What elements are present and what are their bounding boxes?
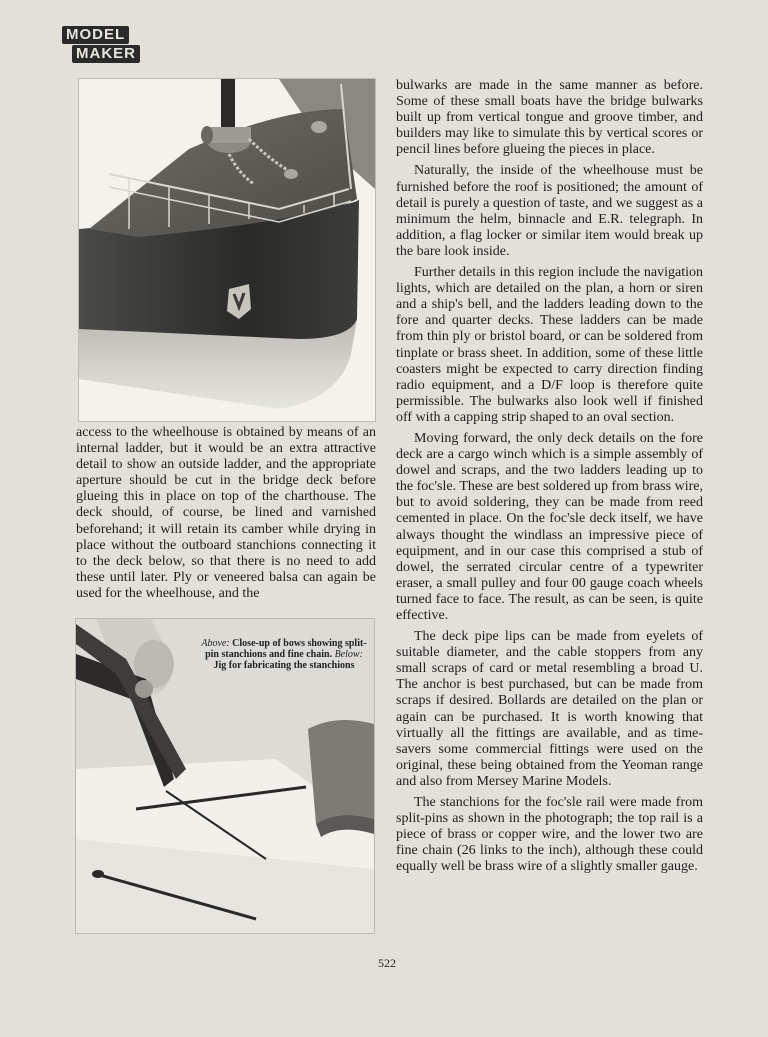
bows-illustration bbox=[79, 79, 375, 421]
left-paragraph-1: access to the wheelhouse is obtained by means of an internal ladder, but it would be an extra attractive detail to show an outside ladder, and the appropriate aperture should be cut in the bridge deck before glueing this in place on top of the charthouse. The deck should, of course, be lined and varnished beforehand; it will retain its camber while drying in place without the outboard stanchions connecting it to the deck below, so that there is no need to add these until later. Ply or veneered balsa can again be used for the wheelhouse, and the bbox=[76, 425, 376, 601]
page-number: 522 bbox=[378, 956, 396, 970]
model-maker-logo bbox=[62, 26, 152, 63]
left-column bbox=[76, 425, 376, 602]
logo-line-maker: MAKER bbox=[72, 45, 140, 63]
right-paragraph-1: bulwarks are made in the same manner as before. Some of these small boats have the bridge bulwarks built up from vertical tongue and groove timber, and builders may like to simulate this by vertical scores or pencil lines before glueing the pieces in place. bbox=[396, 78, 703, 158]
caption-below-text: Jig for fabricating the stanchions bbox=[213, 660, 355, 671]
logo-line-model: MODEL bbox=[62, 26, 129, 44]
caption-above-text: Close-up of bows showing split-pin stanchions and fine chain. bbox=[205, 638, 367, 660]
right-paragraph-4: Moving forward, the only deck details on the fore deck are a cargo winch which is a simple assembly of dowel and scraps, and the two ladders leading up to the foc'sle. These are best soldered up from brass wire, but to avoid soldering, they can be made from reed cemented in place. On the foc'sle deck itself, we have always thought the windlass an impressive piece of equipment, and in our case this comprised a stub of dowel, the serrated circular centre of a typewriter eraser, a small pulley and four 00 gauge coach wheels turned face to face. The result, as can be seen, is quite effective. bbox=[396, 430, 703, 623]
right-paragraph-5: The deck pipe lips can be made from eyelets of suitable diameter, and the cable stoppers from any small scraps of card or metal resembling a broad U. The anchor is best purchased, but can be made from scraps if desired. Bollards are detailed on the plan or again can be purchased. It is worth knowing that virtually all the fittings are available, and as time-savers some commercial fittings were used on the original, these being obtained from the Yeoman range and also from Mersey Marine Models. bbox=[396, 629, 703, 789]
caption-below-label: Below: bbox=[334, 649, 363, 660]
right-paragraph-3: Further details in this region include the navigation lights, which are detailed on the plan, a horn or siren and a ship's bell, and the ladders leading down to the fore and quarter decks. These ladders can be made from thin ply or bristol board, or can be soldered from tinplate or brass sheet. In addition, some of these little coasters might be expected to carry direction finding radio equipment, and a D/F loop is therefore quite permissible. The bulwarks also look well if finished off with a capping strip shaped to an oval section. bbox=[396, 265, 703, 425]
right-paragraph-2: Naturally, the inside of the wheelhouse must be furnished before the roof is positioned; the amount of detail is purely a question of taste, and we suggest as a minimum the helm, binnacle and E.R. telegraph. In addition, a flag locker or similar item would break up the bare look inside. bbox=[396, 163, 703, 259]
caption-above-label: Above: bbox=[201, 638, 230, 649]
right-paragraph-6: The stanchions for the foc'sle rail were made from split-pins as shown in the photograph; the top rail is a piece of brass or copper wire, and the lower two are fine chain (26 links to the inch), although these could equally well be brass wire of a slightly smaller gauge. bbox=[396, 795, 703, 875]
photo-caption bbox=[200, 638, 368, 671]
bows-photo bbox=[78, 78, 376, 422]
right-column bbox=[396, 78, 703, 881]
